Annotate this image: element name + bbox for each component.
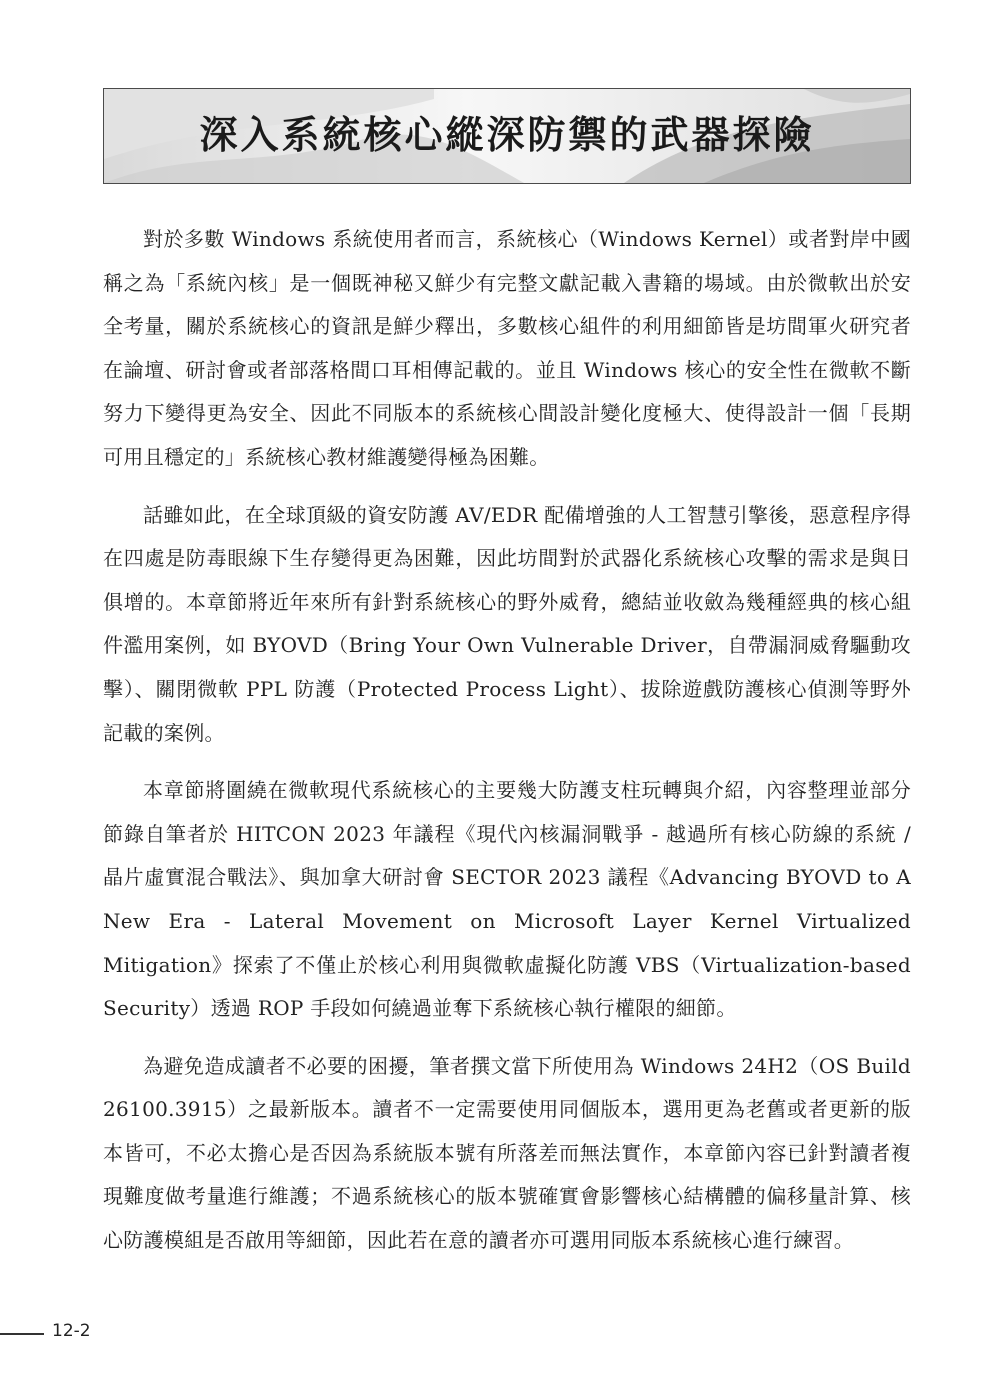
paragraph-threats: 話雖如此，在全球頂級的資安防護 AV/EDR 配備增強的人工智慧引擎後，惡意程序得在四處是防毒眼線下生存變得更為困難，因此坊間對於武器化系統核心攻擊的需求是與日俱增的。本章節將近年來所有針對系統核心的野外威脅，總結並收斂為幾種經典的核心組件濫用案例，如 BYOVD（Bring Your Own Vulnerable Driver，自帶漏洞威脅驅動攻擊）、關閉微軟 PPL 防護（Protected Process Light）、拔除遊戲防護核心偵測等野外記載的案例。 <box>103 502 911 745</box>
paragraph-sources: 本章節將圍繞在微軟現代系統核心的主要幾大防護支柱玩轉與介紹，內容整理並部分節錄自筆者於 HITCON 2023 年議程《現代內核漏洞戰爭 - 越過所有核心防線的系統 / 晶片虛實混合戰法》、與加拿大研討會 SECTOR 2023 議程《Advancing BYOVD to A New Era - Lateral Movement on Microsoft Layer Kernel Virtualized Mitigation》探索了不僅止於核心利用與微軟虛擬化防護 VBS（Virtualization-based Security）透過 ROP 手段如何繞過並奪下系統核心執行權限的細節。 <box>103 778 911 1021</box>
page-footer <box>0 1318 120 1348</box>
body-content <box>103 218 911 1277</box>
chapter-title: 深入系統核心縱深防禦的武器探險 <box>199 113 815 157</box>
page-number: 12-2 <box>52 1321 91 1341</box>
footer-rule <box>0 1333 44 1335</box>
paragraph-intro: 對於多數 Windows 系統使用者而言，系統核心（Windows Kernel）或者對岸中國稱之為「系統內核」是一個既神秘又鮮少有完整文獻記載入書籍的場域。由於微軟出於安全考量，關於系統核心的資訊是鮮少釋出，多數核心組件的利用細節皆是坊間軍火研究者在論壇、研討會或者部落格間口耳相傳記載的。並且 Windows 核心的安全性在微軟不斷努力下變得更為安全、因此不同版本的系統核心間設計變化度極大、使得設計一個「長期可用且穩定的」系統核心教材維護變得極為困難。 <box>103 227 911 469</box>
paragraph-version: 為避免造成讀者不必要的困擾，筆者撰文當下所使用為 Windows 24H2（OS Build 26100.3915）之最新版本。讀者不一定需要使用同個版本，選用更為老舊或者更新的版本皆可，不必太擔心是否因為系統版本號有所落差而無法實作，本章節內容已針對讀者複現難度做考量進行維護；不過系統核心的版本號確實會影響核心結構體的偏移量計算、核心防護模組是否啟用等細節，因此若在意的讀者亦可選用同版本系統核心進行練習。 <box>103 1053 911 1253</box>
chapter-title-banner <box>103 88 911 184</box>
